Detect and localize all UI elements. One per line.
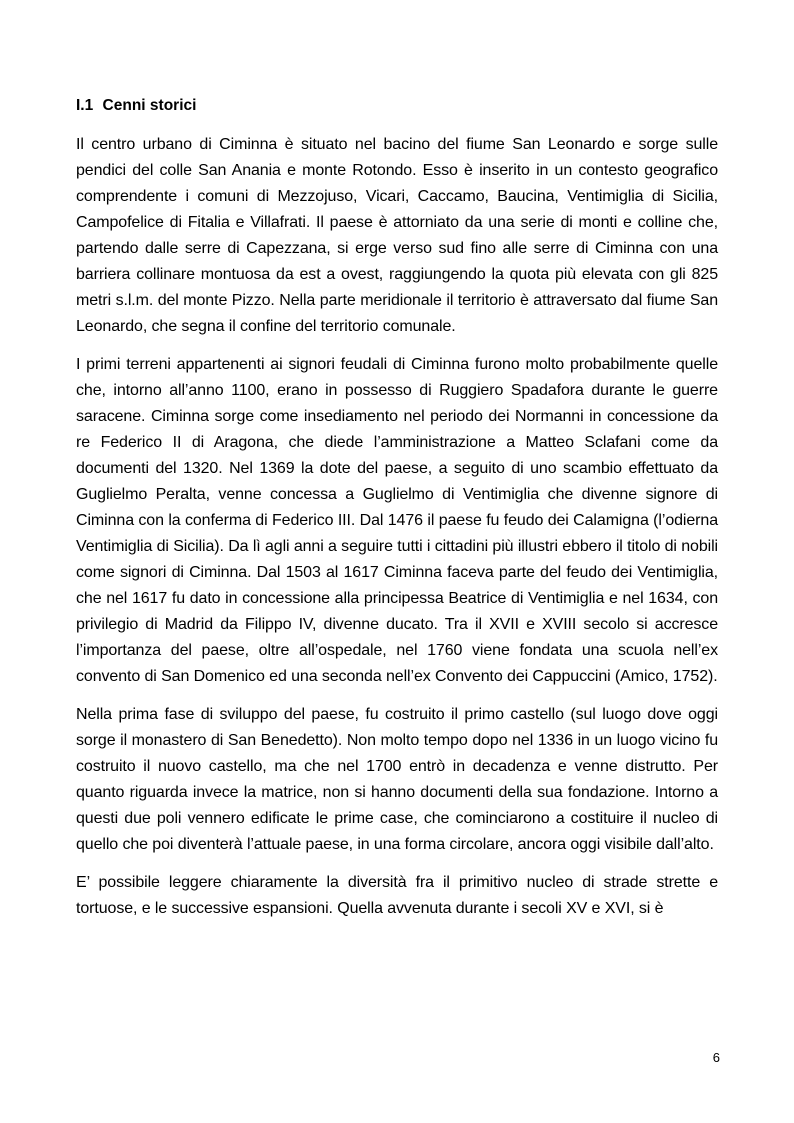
document-page (76, 96, 718, 934)
paragraph-castle-development: Nella prima fase di sviluppo del paese, fu costruito il primo castello (sul luogo dove oggi sorge il monastero di San Benedetto). Non molto tempo dopo nel 1336 in un luogo vicino fu costruito il nuovo castello, ma che nel 1700 entrò in decadenza e venne distrutto. Per quanto riguarda invece la matrice, non si hanno documenti della sua fondazione. Intorno a questi due poli vennero edificate le prime case, che cominciarono a costituire il nucleo di quello che poi diventerà l’attuale paese, in una forma circolare, ancora oggi visibile dall’alto. (76, 706, 718, 853)
section-number: I.1 (76, 97, 94, 114)
paragraph-urban-expansion: E’ possibile leggere chiaramente la diversità fra il primitivo nucleo di strade strette e tortuose, e le successive espansioni. Quella avvenuta durante i secoli XV e XVI, si è (76, 874, 718, 917)
section-heading (76, 96, 718, 116)
section-title: Cenni storici (102, 97, 197, 114)
paragraph-feudal-history: I primi terreni appartenenti ai signori feudali di Ciminna furono molto probabilmente quelle che, intorno all’anno 1100, erano in possesso di Ruggiero Spadafora durante le guerre saracene. Ciminna sorge come insediamento nel periodo dei Normanni in concessione da re Federico II di Aragona, che diede l’amministrazione a Matteo Sclafani come da documenti del 1320. Nel 1369 la dote del paese, a seguito di uno scambio effettuato da Guglielmo Peralta, venne concessa a Guglielmo di Ventimiglia che divenne signore di Ciminna con la conferma di Federico III. Dal 1476 il paese fu feudo dei Calamigna (l’odierna Ventimiglia di Sicilia). Da lì agli anni a seguire tutti i cittadini più illustri ebbero il titolo di nobili come signori di Ciminna. Dal 1503 al 1617 Ciminna faceva parte del feudo dei Ventimiglia, che nel 1617 fu dato in concessione alla principessa Beatrice di Ventimiglia e nel 1634, con privilegio di Madrid da Filippo IV, divenne ducato. Tra il XVII e XVIII secolo si accresce l’importanza del paese, oltre all’ospedale, nel 1760 viene fondata una scuola nell’ex convento di San Domenico ed una seconda nell’ex Convento dei Cappuccini (Amico, 1752). (76, 356, 718, 685)
paragraph-geography: Il centro urbano di Ciminna è situato nel bacino del fiume San Leonardo e sorge sulle pendici del colle San Anania e monte Rotondo. Esso è inserito in un contesto geografico comprendente i comuni di Mezzojuso, Vicari, Caccamo, Baucina, Ventimiglia di Sicilia, Campofelice di Fitalia e Villafrati. Il paese è attorniato da una serie di monti e colline che, partendo dalle serre di Capezzana, si erge verso sud fino alle serre di Ciminna con una barriera collinare montuosa da est a ovest, raggiungendo la quota più elevata con gli 825 metri s.l.m. del monte Pizzo. Nella parte meridionale il territorio è attraversato dal fiume San Leonardo, che segna il confine del territorio comunale. (76, 136, 718, 335)
page-number: 6 (712, 1050, 720, 1065)
